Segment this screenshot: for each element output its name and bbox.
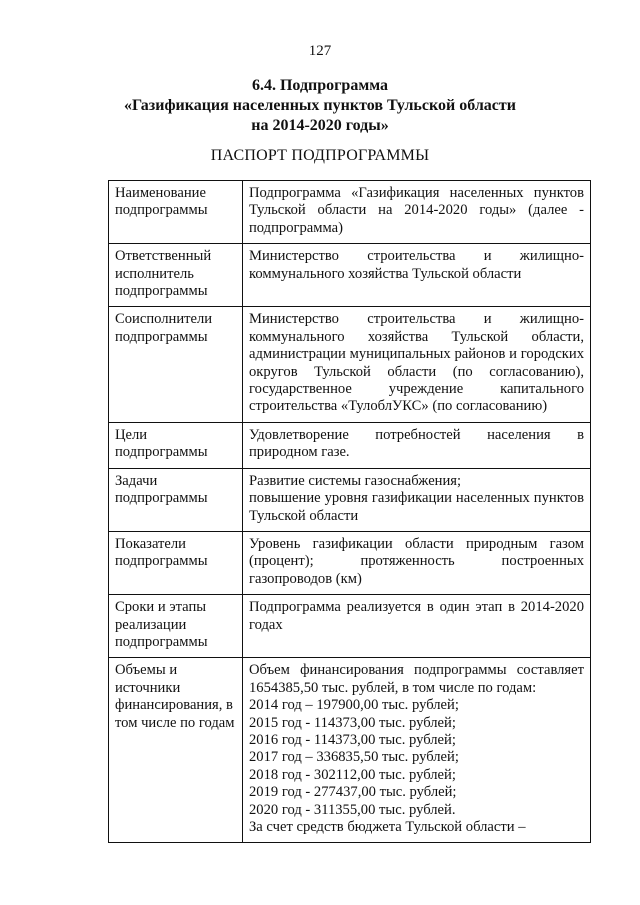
table-row	[109, 595, 591, 658]
table-row	[109, 531, 591, 594]
heading-line-3: на 2014-2020 годы»	[251, 117, 389, 134]
value-line: 2019 год - 277437,00 тыс. рублей;	[249, 784, 457, 801]
row-label: Ответственный исполнитель подпрограммы	[109, 244, 243, 307]
table-row	[109, 244, 591, 307]
row-value: Уровень газификации области природным газом (процент); протяженность построенных газопроводов (км)	[243, 531, 591, 594]
row-label: Соисполнители подпрограммы	[109, 307, 243, 422]
row-label: Задачи подпрограммы	[109, 468, 243, 531]
value-line: Развитие системы газоснабжения;	[249, 472, 462, 489]
row-value: Подпрограмма реализуется в один этап в 2014-2020 годах	[243, 595, 591, 658]
table-row	[109, 658, 591, 843]
value-line: 2014 год – 197900,00 тыс. рублей;	[249, 697, 459, 714]
row-label: Цели подпрограммы	[109, 422, 243, 468]
row-value	[243, 658, 591, 843]
passport-title: ПАСПОРТ ПОДПРОГРАММЫ	[210, 147, 430, 164]
row-value	[243, 468, 591, 531]
value-line: 2018 год - 302112,00 тыс. рублей;	[249, 766, 456, 783]
passport-table	[108, 180, 591, 843]
row-label: Сроки и этапы реализации подпрограммы	[109, 595, 243, 658]
heading-line-2: «Газификация населенных пунктов Тульской области	[124, 97, 516, 114]
row-value: Подпрограмма «Газификация населенных пунктов Тульской области на 2014-2020 годы» (далее - подпрограмма)	[243, 181, 591, 244]
row-value: Министерство строительства и жилищно-коммунального хозяйства Тульской области, администрации муниципальных районов и городских округов Тульской области (по согласованию), государственное учреждение капитального строительства «ТулоблУКС» (по согласованию)	[243, 307, 591, 422]
value-line: Объем финансирования подпрограммы составляет 1654385,50 тыс. рублей, в том числе по годам:	[249, 662, 584, 696]
page-number: 127	[308, 43, 332, 59]
value-line: 2015 год - 114373,00 тыс. рублей;	[249, 714, 456, 731]
value-line: 2016 год - 114373,00 тыс. рублей;	[249, 731, 456, 748]
row-value: Министерство строительства и жилищно-коммунального хозяйства Тульской области	[243, 244, 591, 307]
table-row	[109, 181, 591, 244]
value-line: повышение уровня газификации населенных пунктов Тульской области	[249, 490, 584, 524]
row-label: Показатели подпрограммы	[109, 531, 243, 594]
row-value: Удовлетворение потребностей населения в природном газе.	[243, 422, 591, 468]
heading-line-1: 6.4. Подпрограмма	[251, 77, 389, 94]
row-label: Объемы и источники финансирования, в том числе по годам	[109, 658, 243, 843]
value-line: 2017 год – 336835,50 тыс. рублей;	[249, 749, 459, 766]
value-line: 2020 год - 311355,00 тыс. рублей.	[249, 801, 456, 818]
value-line: За счет средств бюджета Тульской области –	[249, 819, 526, 835]
table-row	[109, 422, 591, 468]
row-label: Наименование подпрограммы	[109, 181, 243, 244]
table-row	[109, 468, 591, 531]
section-heading	[0, 76, 640, 136]
table-row	[109, 307, 591, 422]
